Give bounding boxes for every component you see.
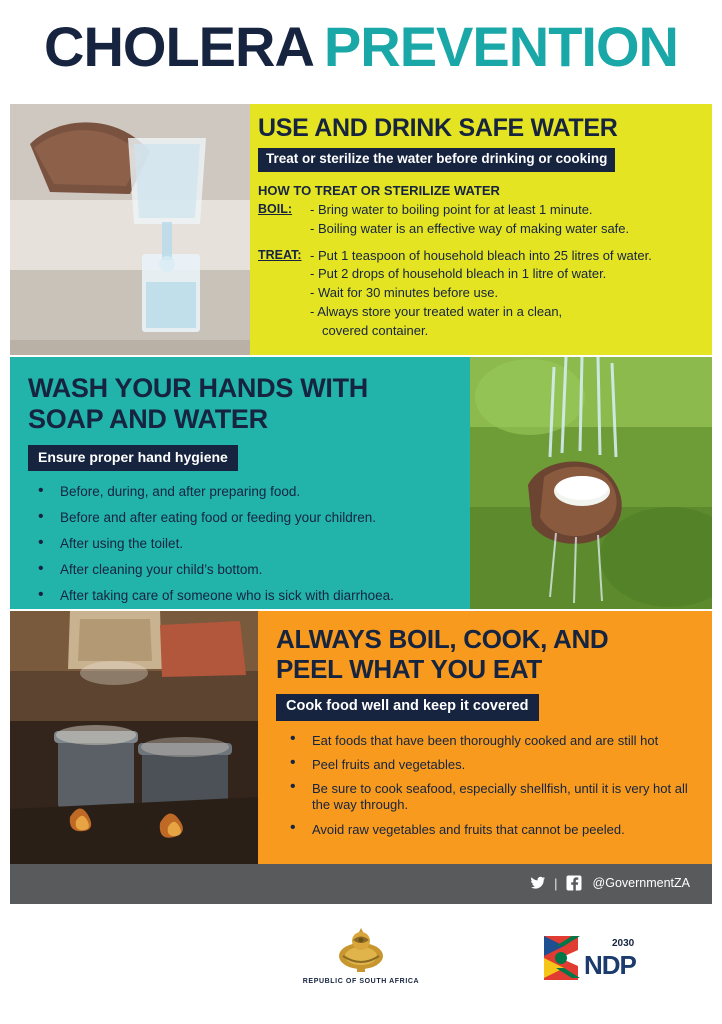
coat-of-arms (251, 926, 471, 985)
image-pouring-water (10, 104, 250, 355)
image-cooking-pots (10, 611, 258, 864)
list-item: • Be sure to cook seafood, especially shellfish, until it is very hot all the way through. (276, 781, 706, 822)
cook-heading (276, 625, 706, 685)
list-item: • After cleaning your child’s bottom. (28, 563, 468, 589)
ndp-year-label: 2030 (612, 938, 635, 949)
twitter-icon[interactable] (530, 875, 546, 891)
treat-lines (310, 247, 712, 341)
treat-group (258, 247, 712, 341)
boil-lines (310, 201, 712, 239)
section-boil-cook-peel (10, 611, 712, 864)
safe-water-content (258, 114, 712, 349)
cook-ribbon: Cook food well and keep it covered (276, 694, 539, 721)
list-item: • Eat foods that have been thoroughly cooked and are still hot (276, 733, 706, 757)
cook-heading-line1: ALWAYS BOIL, COOK, AND (276, 624, 609, 654)
photo-graphic-cooking (10, 611, 258, 864)
wash-hands-ribbon: Ensure proper hand hygiene (28, 445, 238, 471)
treat-line-5: covered container. (322, 322, 429, 338)
treat-label: TREAT: (258, 247, 302, 262)
treat-line-4: - Always store your treated water in a clean, (310, 304, 563, 320)
list-item: • After taking care of someone who is sick with diarrhoea. (28, 589, 468, 615)
treat-line-2: - Put 2 drops of household bleach in 1 litre of water. (310, 266, 607, 282)
wash-hands-heading-line1: WASH YOUR HANDS WITH (28, 373, 369, 403)
cook-heading-line2: PEEL WHAT YOU EAT (276, 653, 542, 684)
photo-graphic-hands (470, 357, 712, 609)
section-safe-water (10, 104, 712, 355)
social-separator: | (554, 875, 558, 891)
list-item: • Peel fruits and vegetables. (276, 757, 706, 781)
social-handle[interactable]: @GovernmentZA (592, 876, 690, 890)
boil-group (258, 201, 712, 239)
image-washing-hands (470, 357, 712, 609)
cook-content (276, 625, 706, 846)
coat-of-arms-icon (329, 926, 393, 974)
page-title (0, 14, 722, 79)
boil-line-1: - Bring water to boiling point for at least 1 minute. (310, 201, 593, 217)
wash-hands-heading-line2: SOAP AND WATER (28, 404, 268, 435)
title-word-prevention: PREVENTION (323, 15, 678, 78)
wash-hands-content (28, 373, 468, 615)
boil-label: BOIL: (258, 201, 293, 216)
safe-water-heading: USE AND DRINK SAFE WATER (258, 114, 618, 142)
list-item: • Before, during, and after preparing food. (28, 485, 468, 511)
wash-hands-bullets (28, 485, 468, 614)
ndp-logo (538, 932, 658, 988)
treat-line-1: - Put 1 teaspoon of household bleach into 25 litres of water. (310, 247, 652, 263)
boil-line-2: - Boiling water is an effective way of making water safe. (310, 220, 630, 236)
coat-of-arms-caption: REPUBLIC OF SOUTH AFRICA (302, 978, 420, 985)
wash-hands-heading (28, 373, 468, 435)
ndp-text-label: NDP (584, 950, 636, 980)
safe-water-subheading: HOW TO TREAT OR STERILIZE WATER (258, 182, 500, 198)
list-item: • Avoid raw vegetables and fruits that cannot be peeled. (276, 822, 706, 846)
title-word-cholera: CHOLERA (44, 15, 314, 78)
facebook-icon[interactable] (566, 875, 582, 891)
treat-line-3: - Wait for 30 minutes before use. (310, 285, 499, 301)
safe-water-ribbon: Treat or sterilize the water before drinking or cooking (258, 148, 615, 172)
list-item: • Before and after eating food or feeding your children. (28, 511, 468, 537)
section-wash-hands (10, 357, 712, 609)
list-item: • After using the toilet. (28, 537, 468, 563)
social-footer-bar (10, 864, 712, 904)
cook-bullets (276, 733, 706, 846)
bottom-logo-bar (0, 906, 722, 1024)
social-links (530, 875, 690, 891)
photo-graphic-water (10, 104, 250, 355)
